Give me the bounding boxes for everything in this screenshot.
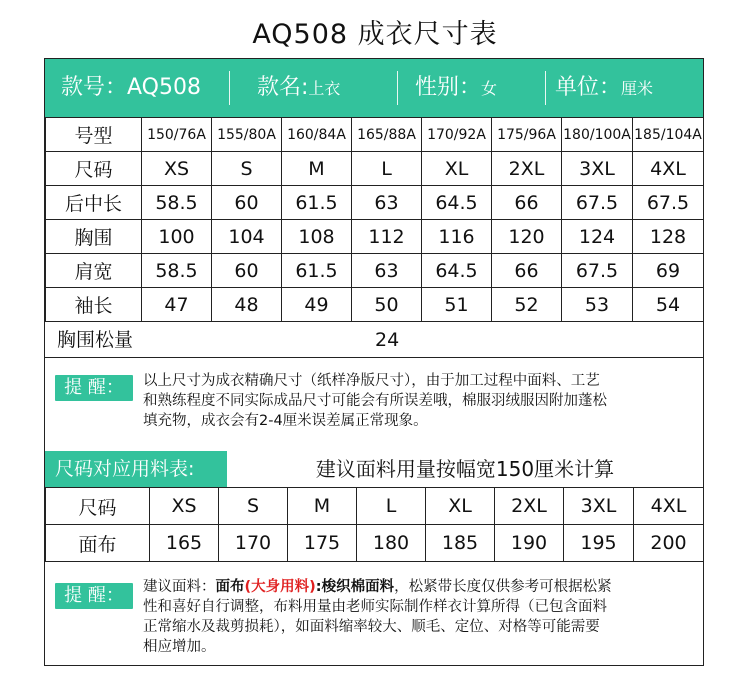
fabric-table [45,487,704,562]
style-name-value: 上衣 [308,79,341,98]
fabric-width-note: 建议面料用量按幅宽150厘米计算 [315,457,615,481]
row-label: 肩宽 [46,254,142,288]
fabric-line1-rest: ，松紧带长度仅供参考可根据松紧 [394,579,612,595]
size-cell: 170/92A [422,118,492,152]
size-cell: 180/100A [562,118,633,152]
fabric-main: 面布 [215,579,245,595]
fabric-header-label: 尺码 [46,488,150,525]
size-cell: 63 [352,186,422,220]
size-cell: 66 [492,186,562,220]
fabric-size-cell: 4XL [634,488,704,525]
size-cell: 67.5 [562,186,633,220]
size-cell: 100 [142,220,212,254]
size-cell: XL [422,152,492,186]
size-cell: 150/76A [142,118,212,152]
size-cell: 3XL [562,152,633,186]
size-cell: 58.5 [142,254,212,288]
style-name-label: 款名: [257,75,309,100]
chest-allowance-value: 24 [375,329,400,351]
unit-value: 厘米 [621,79,654,98]
style-name [257,59,340,117]
size-cell: 63 [352,254,422,288]
fabric-value-cell: 165 [150,525,219,562]
size-cell: M [282,152,352,186]
fabric-size-cell: M [288,488,357,525]
fabric-size-cell: XL [426,488,495,525]
fabric-value-cell: 180 [357,525,426,562]
size-cell: 60 [212,254,282,288]
style-number: 款号：AQ508 [61,75,201,100]
fabric-value-cell: 190 [495,525,564,562]
size-cell: 4XL [633,152,704,186]
reminder-badge: 提 醒： [55,375,133,401]
fabric-size-cell: XS [150,488,219,525]
fabric-reminder-line: 相应增加。 [143,639,216,655]
divider [229,71,230,105]
gender-value: 女 [481,79,498,98]
size-table-row [46,152,704,186]
size-sheet [44,58,704,666]
size-cell: 67.5 [633,186,704,220]
unit [555,59,653,117]
size-cell: 155/80A [212,118,282,152]
size-table-row [46,220,704,254]
size-cell: 2XL [492,152,562,186]
fabric-value-cell: 170 [219,525,288,562]
size-table-row [46,118,704,152]
size-table-row [46,254,704,288]
fabric-value-cell: 175 [288,525,357,562]
size-cell: 104 [212,220,282,254]
size-cell: 69 [633,254,704,288]
size-cell: 61.5 [282,186,352,220]
size-cell: XS [142,152,212,186]
row-label: 胸围 [46,220,142,254]
fabric-table-title: 尺码对应用料表: [45,451,227,487]
fabric-name: :梭织棉面料 [315,579,395,595]
fabric-value-row [46,525,704,562]
size-cell: 108 [282,220,352,254]
fabric-size-cell: 2XL [495,488,564,525]
fabric-reminder-box [45,565,703,665]
fabric-prefix: 建议面料： [143,579,216,595]
fabric-size-cell: L [357,488,426,525]
size-cell: 116 [422,220,492,254]
reminder-line: 以上尺寸为成衣精确尺寸（纸样净版尺寸），由于加工过程中面料、工艺 [143,373,600,389]
size-cell: L [352,152,422,186]
size-table-row [46,186,704,220]
header-band [45,59,703,117]
size-cell: 120 [492,220,562,254]
size-cell: 48 [212,288,282,322]
fabric-size-cell: 3XL [564,488,634,525]
size-cell: 64.5 [422,254,492,288]
chest-allowance-row [45,323,703,358]
gender [415,59,497,117]
fabric-value-cell: 185 [426,525,495,562]
size-cell: 64.5 [422,186,492,220]
fabric-value-cell: 195 [564,525,634,562]
unit-label: 单位： [555,75,622,100]
fabric-reminder-badge: 提 醒： [55,583,133,609]
size-cell: 112 [352,220,422,254]
fabric-size-cell: S [219,488,288,525]
divider [397,71,398,105]
size-cell: 160/84A [282,118,352,152]
size-cell: 175/96A [492,118,562,152]
fabric-value-cell: 200 [634,525,704,562]
size-cell: 60 [212,186,282,220]
size-table-row [46,288,704,322]
row-label: 号型 [46,118,142,152]
row-label: 后中长 [46,186,142,220]
divider [545,71,546,105]
size-cell: 165/88A [352,118,422,152]
size-cell: 53 [562,288,633,322]
gender-label: 性别： [415,75,482,100]
fabric-row-label: 面布 [46,525,150,562]
size-cell: 128 [633,220,704,254]
size-cell: 124 [562,220,633,254]
fabric-paren: (大身用料) [244,579,316,595]
size-cell: 66 [492,254,562,288]
fabric-reminder-line: 性和喜好自行调整，布料用量由老师实际制作样衣计算所得（已包含面料 [143,599,607,615]
fabric-reminder-line: 正常缩水及裁剪损耗），如面料缩率较大、顺毛、定位、对格等可能需要 [143,619,600,635]
row-label: 尺码 [46,152,142,186]
reminder-box [45,357,703,445]
size-cell: 52 [492,288,562,322]
size-cell: 49 [282,288,352,322]
page-title: AQ508 成衣尺寸表 [252,19,498,50]
size-cell: 61.5 [282,254,352,288]
fabric-reminder-line [143,577,612,597]
size-cell: 54 [633,288,704,322]
chest-allowance-label: 胸围松量 [57,329,134,351]
reminder-line: 填充物，成衣会有2-4厘米误差属正常现象。 [143,413,428,429]
row-label: 袖长 [46,288,142,322]
size-table [45,117,704,322]
size-cell: 67.5 [562,254,633,288]
size-cell: 185/104A [633,118,704,152]
reminder-line: 和熟练程度不同实际成品尺寸可能会有所误差哦，棉服羽绒服因附加蓬松 [143,393,607,409]
size-cell: 50 [352,288,422,322]
size-cell: S [212,152,282,186]
size-cell: 47 [142,288,212,322]
size-cell: 51 [422,288,492,322]
fabric-size-row [46,488,704,525]
size-cell: 58.5 [142,186,212,220]
